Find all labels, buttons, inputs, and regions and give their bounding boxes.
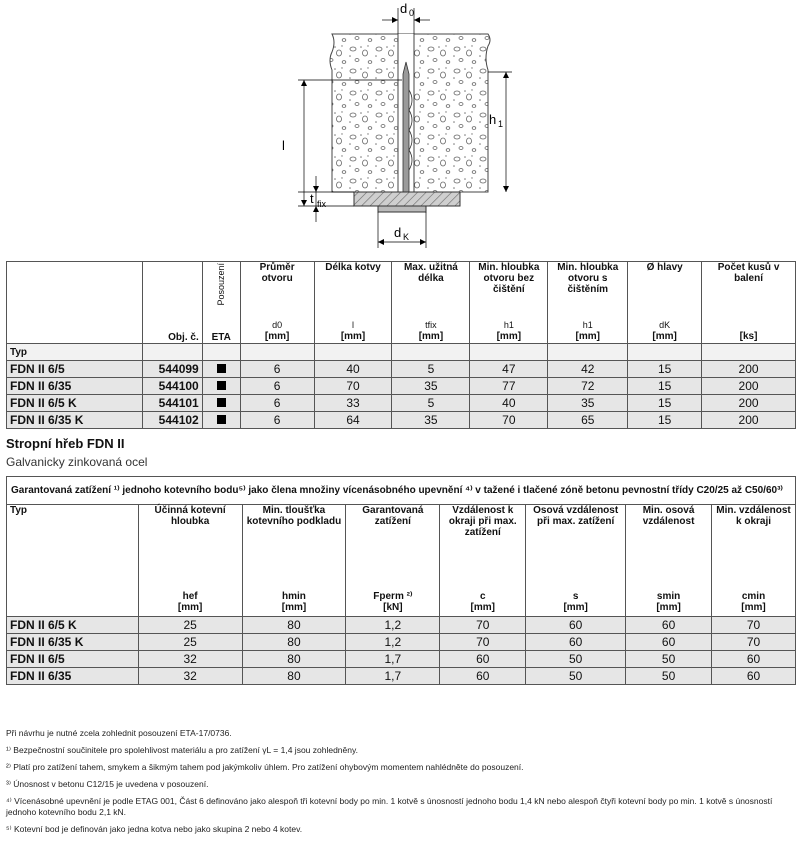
product-subtitle: Galvanicky zinkovaná ocel — [6, 455, 148, 469]
svg-text:1: 1 — [498, 119, 504, 129]
load-table — [6, 476, 796, 685]
anchor-diagram-svg — [270, 0, 540, 255]
eta-approved-marker — [217, 398, 226, 407]
header-tfix: Max. užitná délka tfix [mm] — [392, 262, 470, 344]
header-hef: Účinná kotevní hloubka hef [mm] — [138, 505, 242, 617]
label-h1: h — [489, 112, 497, 127]
table-row: FDN II 6/5 32 80 1,7 60 50 50 60 — [7, 651, 796, 668]
note-5: ⁵⁾ Kotevní bod je definován jako jedna kotva nebo jako skupina 2 nebo 4 kotev. — [6, 824, 303, 835]
header-dk: Ø hlavy dK [mm] — [628, 262, 702, 344]
header-hmin: Min. tloušťka kotevního podkladu hmin [mm] — [242, 505, 346, 617]
eta-approved-marker — [217, 364, 226, 373]
table-row: FDN II 6/35 K 544102 6 64 35 70 65 15 200 — [7, 412, 796, 429]
header-smin: Min. osová vzdálenost smin [mm] — [626, 505, 712, 617]
header-h1-with: Min. hloubka otvoru s čištěním h1 [mm] — [548, 262, 628, 344]
header-obj: Obj. č. — [142, 262, 202, 344]
table-row: FDN II 6/5 K 544101 6 33 5 40 35 15 200 — [7, 395, 796, 412]
label-dk: d — [394, 225, 402, 240]
note-3: ³⁾ Únosnost v betonu C12/15 je uvedena v posouzení. — [6, 779, 209, 790]
table-row: FDN II 6/35 K 25 80 1,2 70 60 60 70 — [7, 634, 796, 651]
svg-text:K: K — [403, 232, 410, 242]
anchor-diagram — [270, 0, 540, 255]
table2-header-row — [7, 505, 796, 617]
product-title: Stropní hřeb FDN II — [6, 436, 125, 451]
table1-header-row — [7, 262, 796, 344]
header-typ: Typ — [7, 505, 139, 617]
table1-typ-row — [7, 344, 796, 361]
table-row: FDN II 6/5 544099 6 40 5 47 42 15 200 — [7, 361, 796, 378]
table-row: FDN II 6/5 K 25 80 1,2 70 60 60 70 — [7, 617, 796, 634]
note-2: ²⁾ Platí pro zatížení tahem, smykem a šikmým tahem pod jakýmkoliv úhlem. Pro zatížení ohybovým momentem nahlédněte do posouzení. — [6, 762, 524, 773]
header-c: Vzdálenost k okraji při max. zatížení c [mm] — [440, 505, 526, 617]
header-s: Osová vzdálenost při max. zatížení s [mm] — [526, 505, 626, 617]
header-ks: Počet kusů v balení [ks] — [702, 262, 796, 344]
product-table — [6, 261, 796, 429]
note-4: ⁴⁾ Vícenásobné upevnění je podle ETAG 001, Část 6 definováno jako alespoň tři kotevní body po min. 1 kotvě s únosností jednoho bodu 1,4 kN nebo alespoň čtyři kotevní body po min. 1 kotvě s únosností jednoho kotevního bodu 2,1 kN. — [6, 796, 773, 818]
label-d0: d — [400, 1, 408, 16]
table-row: FDN II 6/35 544100 6 70 35 77 72 15 200 — [7, 378, 796, 395]
note-1: ¹⁾ Bezpečnostní součinitele pro spolehlivost materiálu a pro zatížení γL = 1,4 jsou zohledněny. — [6, 745, 358, 756]
anchor-head — [378, 206, 426, 212]
header-cmin: Min. vzdálenost k okraji cmin [mm] — [712, 505, 796, 617]
fixture-plate — [354, 192, 460, 206]
typ-label: Typ — [7, 344, 143, 361]
label-tfix: t — [310, 191, 314, 206]
table-row: FDN II 6/35 32 80 1,7 60 50 50 60 — [7, 668, 796, 685]
svg-text:fix: fix — [317, 199, 326, 209]
footnotes — [6, 728, 796, 841]
anchor-shaft — [403, 62, 409, 192]
eta-approved-marker — [217, 415, 226, 424]
header-d0: Průměr otvoru d0 [mm] — [240, 262, 314, 344]
header-h1-without: Min. hloubka otvoru bez čištění h1 [mm] — [470, 262, 548, 344]
header-l: Délka kotvy l [mm] — [314, 262, 392, 344]
load-table-caption: Garantovaná zatížení ¹⁾ jednoho kotevního bodu⁵⁾ jako člena množiny vícenásobného upevnění ⁴⁾ v tažené i tlačené zóně betonu pevnostní třídy C20/25 až C50/60³⁾ — [7, 477, 796, 505]
svg-text:0: 0 — [409, 8, 415, 18]
note-intro: Při návrhu je nutné zcela zohlednit posouzení ETA-17/0736. — [6, 728, 232, 738]
header-eta: Posouzení ETA — [202, 262, 240, 344]
label-l: l — [282, 138, 285, 153]
eta-approved-marker — [217, 381, 226, 390]
header-fperm: Garantovaná zatížení Fperm ²⁾ [kN] — [346, 505, 440, 617]
